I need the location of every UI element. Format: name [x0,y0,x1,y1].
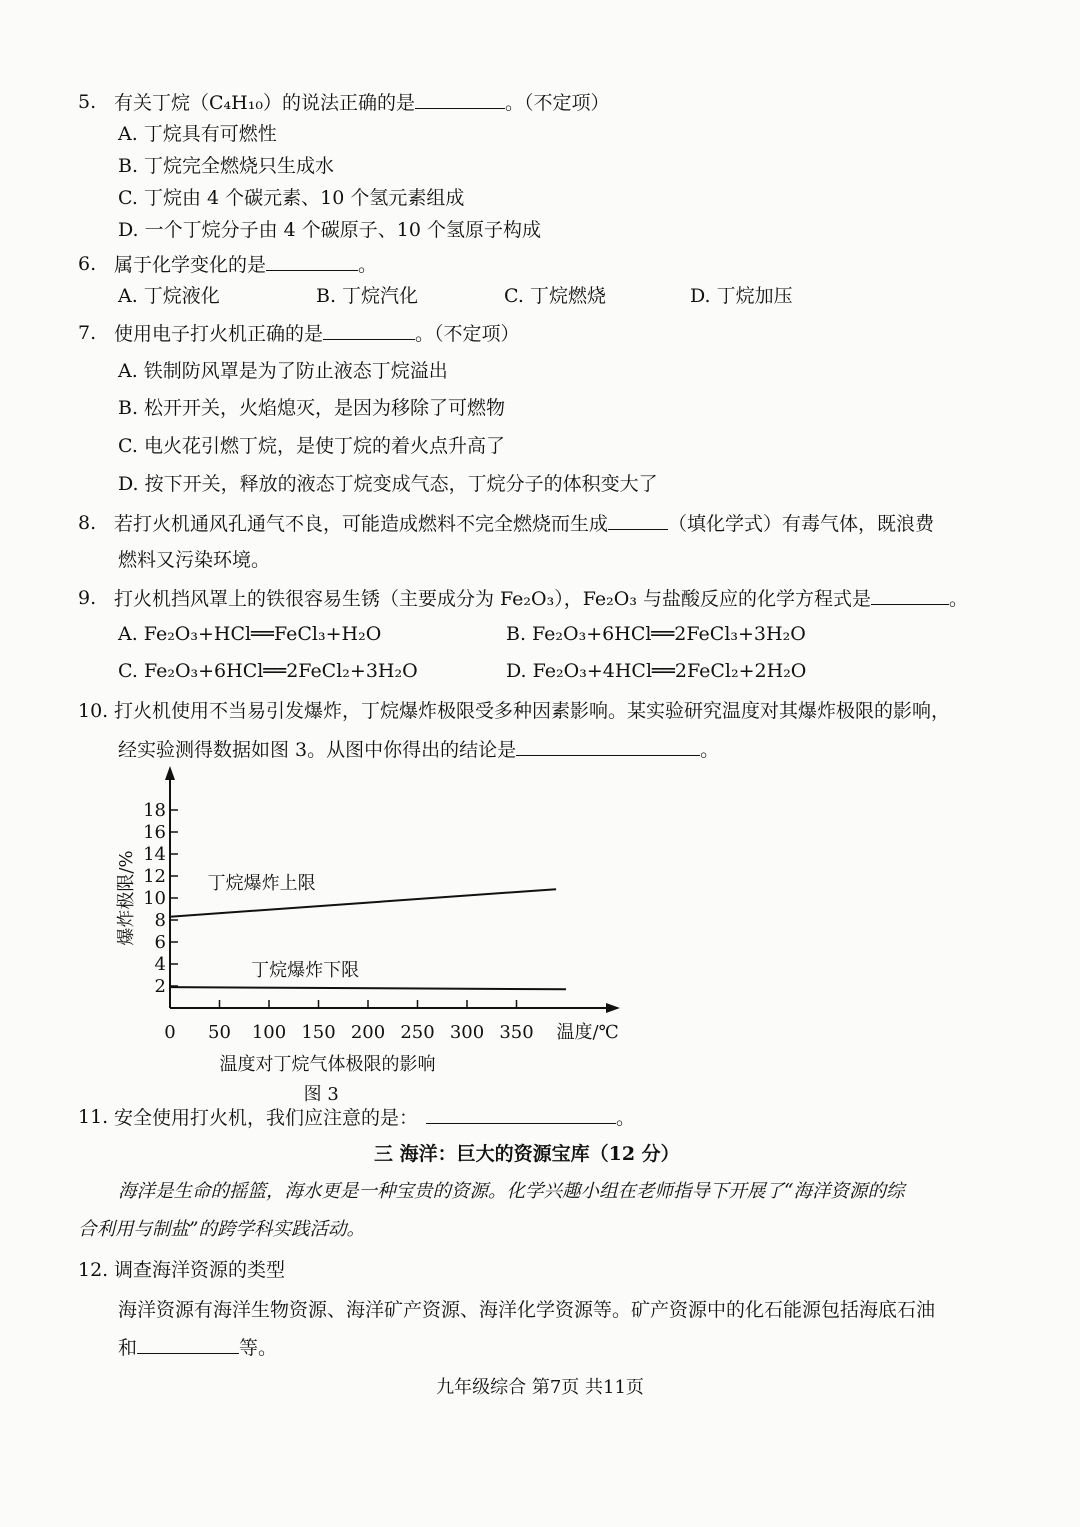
q7-stem-text: 使用电子打火机正确的是 [114,323,324,345]
q6-stem-tail: 。 [358,254,378,276]
q11-stem-text: 安全使用打火机，我们应注意的是： [114,1107,419,1129]
y-tick-label: 4 [154,954,166,975]
x-tick-label: 0 [164,1022,176,1043]
section-3-title: 三 海洋：巨大的资源宝库（12 分） [374,1143,680,1165]
q7-stem-tail: 。（不定项） [415,323,520,345]
q10-line-2 [118,737,719,762]
q6-option-a: A. 丁烷液化 [118,285,220,307]
q9-option-c: C. Fe₂O₃+6HCl══2FeCl₂+3H₂O [118,660,418,682]
q9-number: 9. [78,587,97,609]
series-line [170,987,566,989]
q6-option-c: C. 丁烷燃烧 [504,285,606,307]
y-tick-label: 12 [143,866,166,887]
q10-line-1: 打火机使用不当易引发爆炸，丁烷爆炸极限受多种因素影响。某实验研究温度对其爆炸极限的影响， [114,700,951,722]
q12-text-a: 和 [118,1337,138,1359]
q9-option-d: D. Fe₂O₃+4HCl══2FeCl₂+2H₂O [506,660,807,682]
q7-option-d: D. 按下开关，释放的液态丁烷变成气态，丁烷分子的体积变大了 [118,473,658,495]
x-tick-label: 350 [499,1022,534,1043]
x-axis-label: 温度/℃ [556,1022,619,1043]
q9-answer-blank[interactable] [871,586,949,605]
series-label: 丁烷爆炸上限 [207,873,316,895]
q5-option-b: B. 丁烷完全燃烧只生成水 [118,155,335,177]
x-tick-label: 100 [251,1022,287,1043]
page-footer: 九年级综合 第7页 共11页 [436,1377,644,1398]
y-axis-arrow [165,766,175,780]
section-3-intro-line-1: 海洋是生命的摇篮，海水更是一种宝贵的资源。化学兴趣小组在老师指导下开展了“海洋资源的综 [118,1181,905,1202]
q10-tail: 。 [700,739,720,761]
q7-option-b: B. 松开开关，火焰熄灭，是因为移除了可燃物 [118,397,506,419]
q8-text-b: （填化学式）有毒气体，既浪费 [668,513,935,535]
q8-answer-blank[interactable] [608,511,668,530]
q9-option-a: A. Fe₂O₃+HCl══FeCl₃+H₂O [118,623,382,645]
q10-number: 10. [78,700,109,722]
q5-stem-text: 有关丁烷（C₄H₁₀）的说法正确的是 [114,92,415,114]
explosion-limit-chart [0,760,1080,1110]
y-tick-label: 18 [143,800,166,821]
x-tick-label: 150 [301,1022,336,1043]
q9-stem-text: 打火机挡风罩上的铁很容易生锈（主要成分为 Fe₂O₃），Fe₂O₃ 与盐酸反应的化学方程式是 [114,588,871,610]
q8-line-1 [114,511,934,536]
y-tick-label: 2 [154,976,166,997]
q5-option-d: D. 一个丁烷分子由 4 个碳原子、10 个氢原子构成 [118,219,542,241]
q7-option-a: A. 铁制防风罩是为了防止液态丁烷溢出 [118,360,448,382]
q10-answer-blank[interactable] [516,737,700,756]
q6-option-d: D. 丁烷加压 [690,285,793,307]
y-tick-label: 8 [154,910,166,931]
q5-stem-tail: 。（不定项） [504,92,610,114]
q12-line-2 [118,1335,277,1360]
y-tick-label: 16 [143,822,166,843]
q6-number: 6. [78,253,97,275]
q12-text-b: 等。 [239,1337,278,1359]
q12-title: 调查海洋资源的类型 [114,1259,286,1281]
q11-stem [114,1105,635,1130]
q11-tail: 。 [616,1107,636,1129]
q6-option-b: B. 丁烷汽化 [316,285,419,307]
y-axis-label: 爆炸极限/% [116,850,137,946]
x-tick-label: 50 [208,1022,231,1043]
q7-option-c: C. 电火花引燃丁烷，是使丁烷的着火点升高了 [118,435,505,457]
series-label: 丁烷爆炸下限 [251,960,360,982]
q11-answer-blank[interactable] [426,1105,616,1124]
q6-answer-blank[interactable] [266,252,358,271]
q5-stem [114,90,609,115]
q10-text: 经实验测得数据如图 3。从图中你得出的结论是 [118,739,517,761]
q8-line-2: 燃料又污染环境。 [118,549,271,571]
q5-number: 5. [78,91,97,113]
q5-option-c: C. 丁烷由 4 个碳元素、10 个氢元素组成 [118,187,465,209]
x-tick-label: 200 [350,1022,386,1043]
x-tick-label: 250 [400,1022,435,1043]
q5-answer-blank[interactable] [415,90,505,109]
y-tick-label: 14 [143,844,166,865]
q6-stem-text: 属于化学变化的是 [114,254,267,276]
q9-stem-tail: 。 [948,588,968,610]
q9-option-b: B. Fe₂O₃+6HCl══2FeCl₃+3H₂O [506,623,806,645]
q7-answer-blank[interactable] [323,321,415,340]
q7-stem [114,321,520,346]
y-tick-label: 10 [143,888,166,909]
q6-stem [114,252,377,277]
q12-answer-blank[interactable] [137,1335,239,1354]
chart-title: 温度对丁烷气体极限的影响 [219,1054,436,1075]
q8-text-a: 若打火机通风孔通气不良，可能造成燃料不完全燃烧而生成 [114,513,609,535]
q12-line-1: 海洋资源有海洋生物资源、海洋矿产资源、海洋化学资源等。矿产资源中的化石能源包括海底石油 [118,1299,936,1321]
q11-number: 11. [78,1106,109,1128]
x-tick-label: 300 [449,1022,485,1043]
figure-caption: 图 3 [303,1084,339,1105]
q7-number: 7. [78,322,97,344]
q12-number: 12. [78,1259,109,1281]
q5-option-a: A. 丁烷具有可燃性 [118,123,277,145]
x-axis-arrow [606,1003,620,1013]
y-tick-label: 6 [154,932,166,953]
section-3-intro-line-2: 合利用与制盐”的跨学科实践活动。 [78,1219,365,1240]
q8-number: 8. [78,512,97,534]
q9-stem [114,586,968,611]
